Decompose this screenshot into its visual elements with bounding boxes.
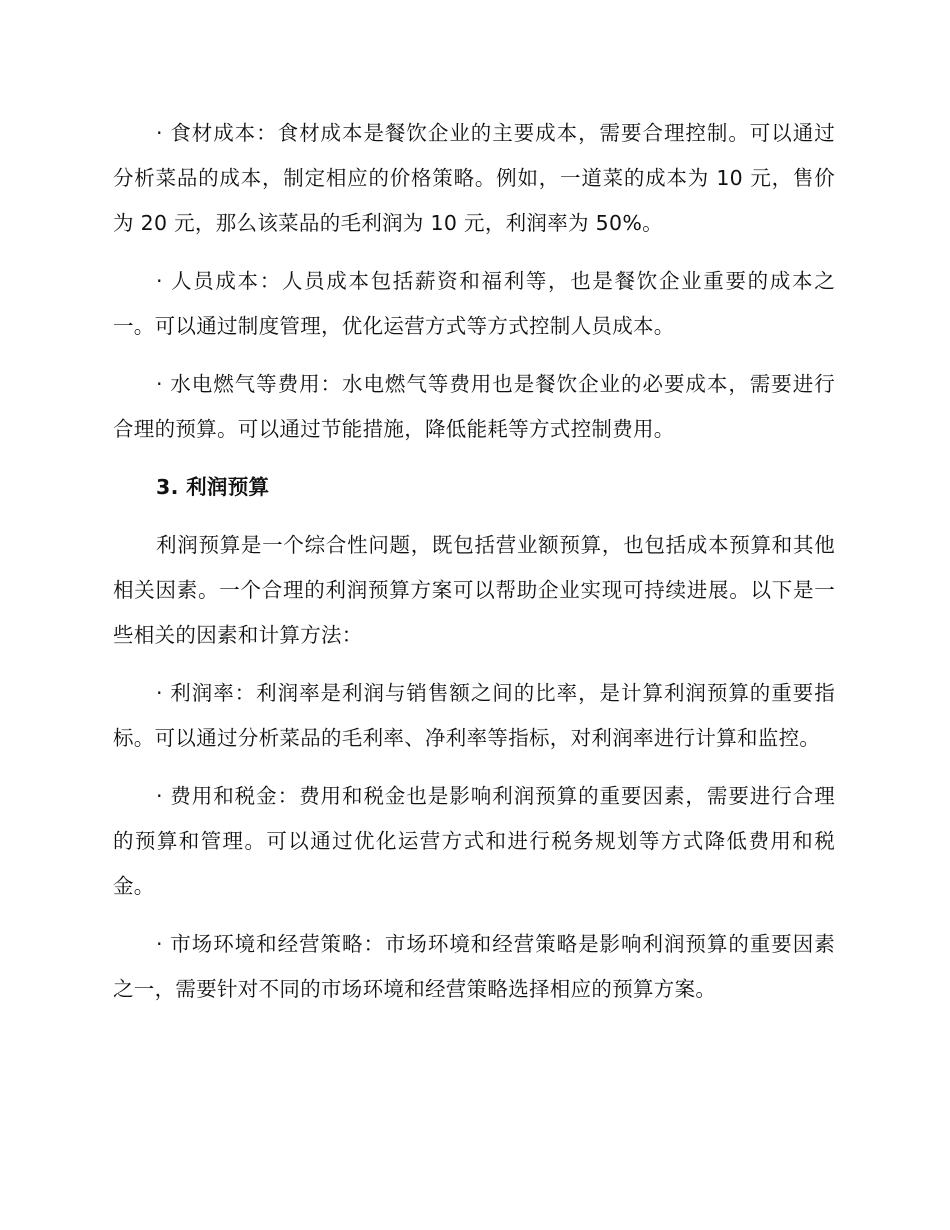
paragraph-spacer	[113, 452, 835, 465]
bullet-expenses-taxes: · 费用和税金：费用和税金也是影响利润预算的重要因素，需要进行合理的预算和管理。可以通过优化运营方式和进行税务规划等方式降低费用和税金。	[113, 784, 835, 898]
bullet-market-strategy: · 市场环境和经营策略：市场环境和经营策略是影响利润预算的重要因素之一，需要针对不同的市场环境和经营策略选择相应的预算方案。	[113, 932, 835, 1001]
bullet-staff-cost: · 人员成本：人员成本包括薪资和福利等，也是餐饮企业重要的成本之一。可以通过制度管理，优化运营方式等方式控制人员成本。	[113, 269, 835, 338]
profit-budget-intro: 利润预算是一个综合性问题，既包括营业额预算，也包括成本预算和其他相关因素。一个合理的利润预算方案可以帮助企业实现可持续进展。以下是一些相关的因素和计算方法：	[113, 533, 835, 647]
bullet-food-cost: · 食材成本：食材成本是餐饮企业的主要成本，需要合理控制。可以通过分析菜品的成本，制定相应的价格策略。例如，一道菜的成本为 10 元，售价为 20 元，那么该菜品的毛利润为 10 元，利润率为 50%。	[113, 121, 835, 235]
section-heading-profit-budget: 3. 利润预算	[156, 475, 270, 499]
paragraph-spacer	[113, 246, 835, 259]
paragraph-spacer	[113, 510, 835, 523]
paragraph-spacer	[113, 658, 835, 671]
paragraph-spacer	[113, 349, 835, 362]
bullet-profit-rate: · 利润率：利润率是利润与销售额之间的比率，是计算利润预算的重要指标。可以通过分析菜品的毛利率、净利率等指标，对利润率进行计算和监控。	[113, 681, 835, 750]
paragraph-spacer	[113, 761, 835, 774]
paragraph-spacer	[113, 909, 835, 922]
bullet-utilities-cost: · 水电燃气等费用：水电燃气等费用也是餐饮企业的必要成本，需要进行合理的预算。可以通过节能措施，降低能耗等方式控制费用。	[113, 372, 835, 441]
document-body	[113, 111, 835, 1012]
